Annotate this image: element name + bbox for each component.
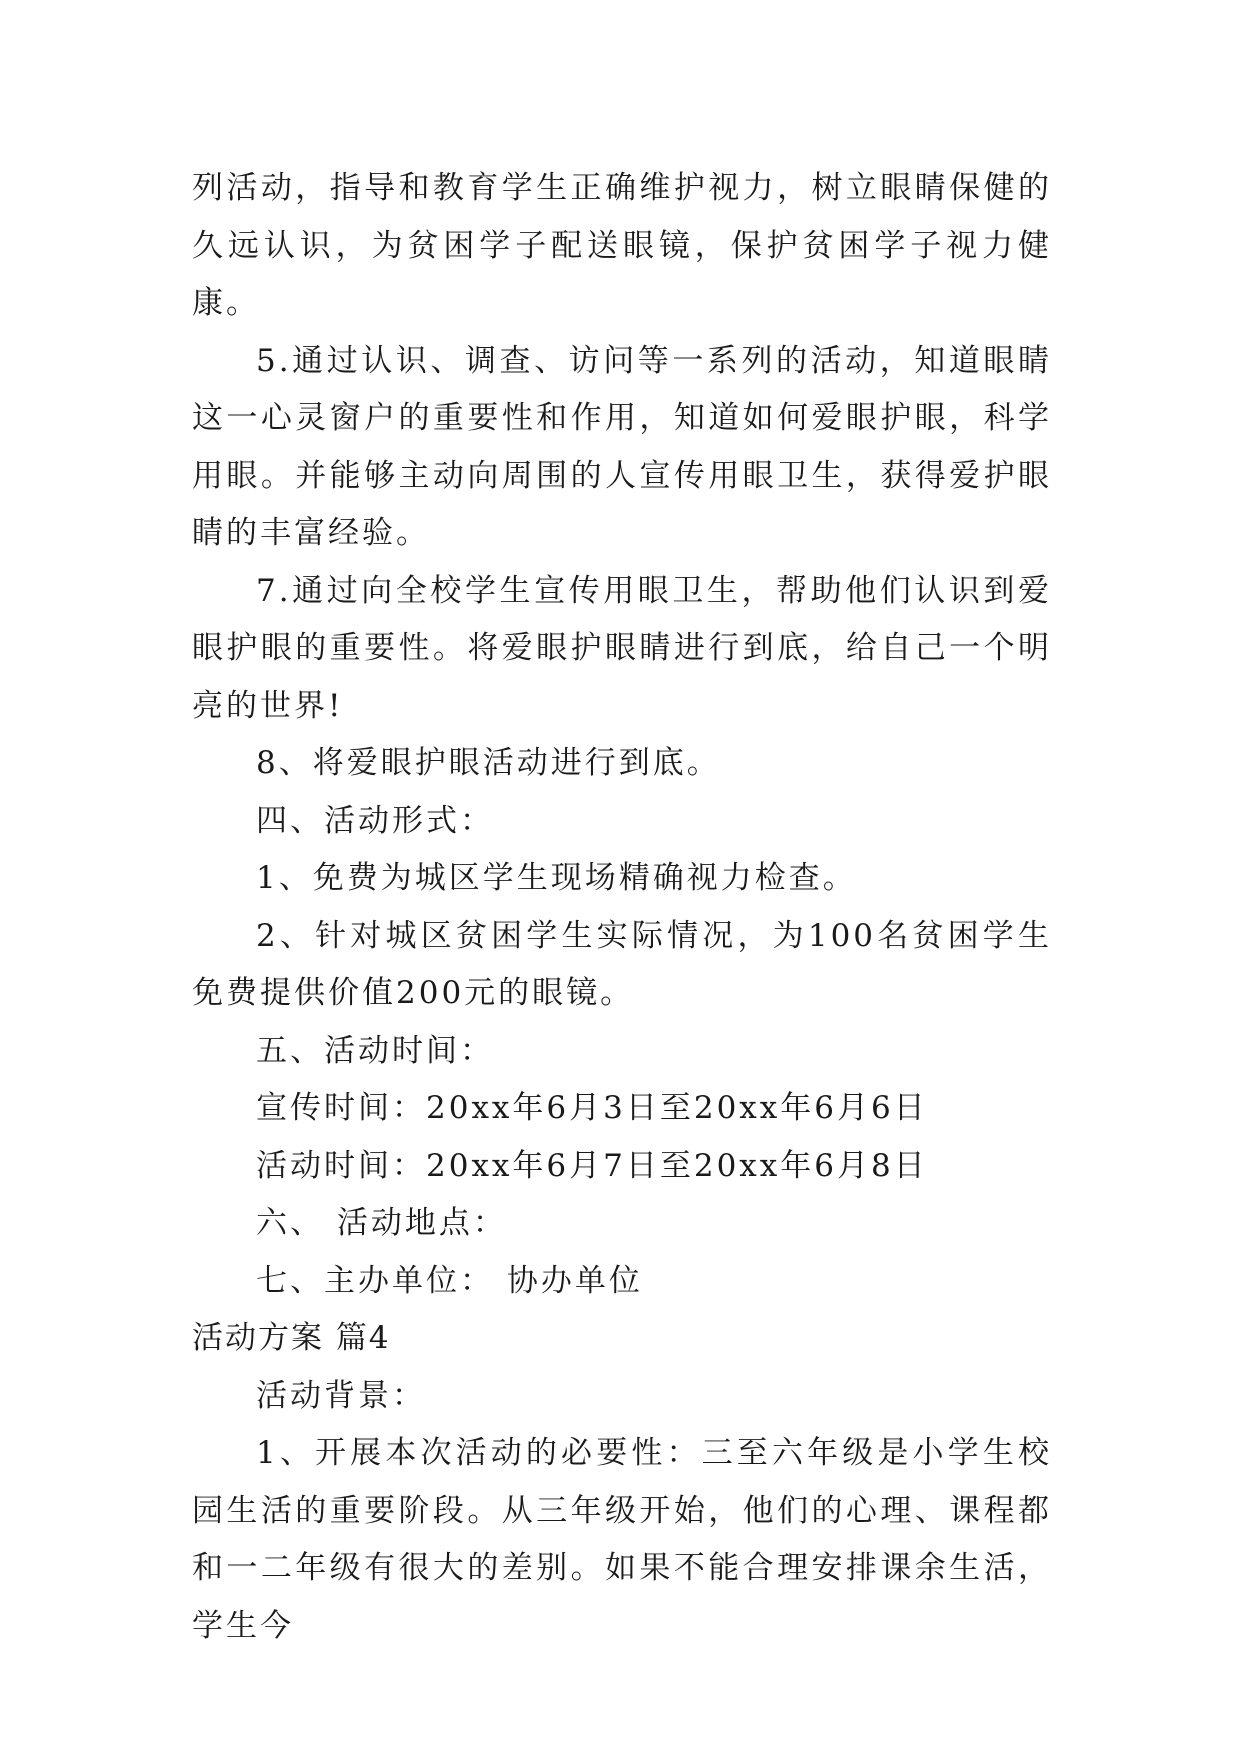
paragraph: 1、免费为城区学生现场精确视力检查。 [256, 860, 857, 896]
paragraph: 七、主办单位： 协办单位 [256, 1262, 643, 1299]
paragraph: 活动时间：20xx年6月7日至20xx年6月8日 [256, 1147, 928, 1184]
document-body [192, 160, 1052, 1655]
paragraph: 5.通过认识、调查、访问等一系列的活动，知道眼睛这一心灵窗户的重要性和作用，知道如何爱眼护眼，科学用眼。并能够主动向周围的人宣传用眼卫生，获得爱护眼睛的丰富经验。 [192, 342, 1052, 551]
paragraph: 五、活动时间： [256, 1032, 494, 1069]
paragraph: 四、活动形式： [256, 802, 494, 839]
paragraph: 宣传时间：20xx年6月3日至20xx年6月6日 [256, 1090, 928, 1126]
paragraph: 7.通过向全校学生宣传用眼卫生，帮助他们认识到爱眼护眼的重要性。将爱眼护眼睛进行到底，给自己一个明亮的世界! [192, 572, 1052, 724]
paragraph: 1、开展本次活动的必要性：三至六年级是小学生校园生活的重要阶段。从三年级开始，他们的心理、课程都和一二年级有很大的差别。如果不能合理安排课余生活，学生今 [192, 1435, 1052, 1644]
paragraph: 8、将爱眼护眼活动进行到底。 [256, 745, 721, 781]
paragraph: 2、针对城区贫困学生实际情况，为100名贫困学生免费提供价值200元的眼镜。 [192, 917, 1052, 1011]
paragraph: 活动背景： [256, 1377, 426, 1414]
paragraph: 六、 活动地点： [256, 1205, 507, 1241]
paragraph: 列活动，指导和教育学生正确维护视力，树立眼睛保健的久远认识，为贫困学子配送眼镜，保护贫困学子视力健康。 [192, 170, 1052, 321]
section-heading: 活动方案 篇4 [192, 1320, 391, 1356]
